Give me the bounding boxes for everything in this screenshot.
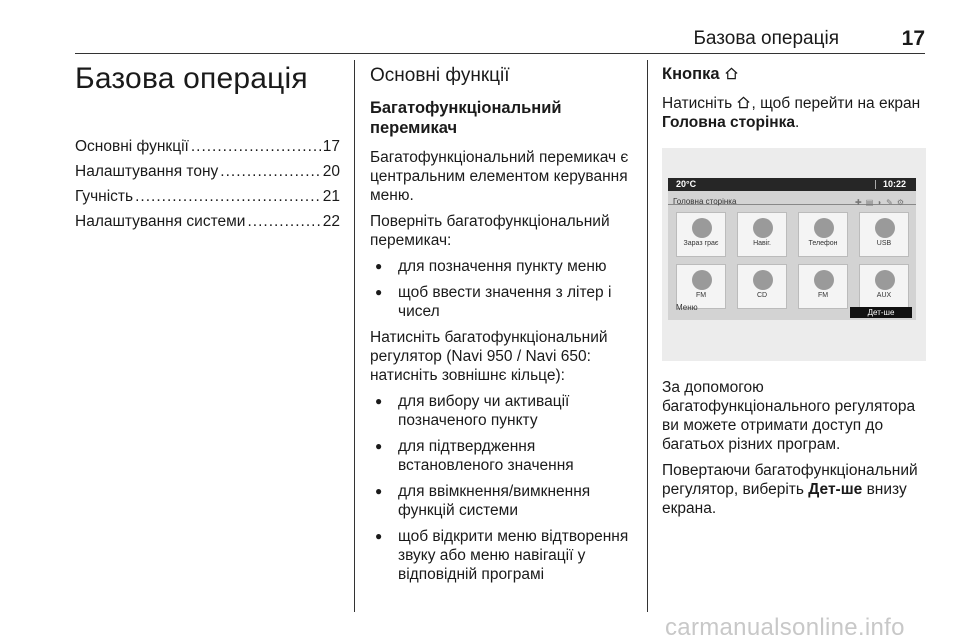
paragraph: За допомогою багатофункціонального регулятора ви можете отримати доступ до багатьох різних програм. [662, 379, 916, 453]
text-run: Повертаючи багатофункціональний регулятор, виберіть [662, 462, 918, 498]
toc-page: 21 [322, 188, 340, 205]
toc-page: 20 [322, 163, 340, 180]
column-basic-functions [370, 64, 640, 591]
bullet-list [370, 257, 640, 321]
toc-label: Гучність [75, 188, 134, 205]
menu-label[interactable]: Меню [676, 303, 698, 312]
running-title: Базова операція [693, 28, 839, 49]
paragraph: Багатофункціональний перемикач є центральним елементом керування меню. [370, 149, 629, 204]
tile-label: FM [695, 292, 707, 299]
temperature: 20°C [676, 179, 697, 189]
paragraph [662, 461, 927, 518]
paragraph: Поверніть багатофункціональний перемикач: [370, 213, 610, 249]
tile-label: Навіг. [753, 240, 771, 247]
tile-label: Зараз грає [683, 240, 719, 247]
toc-page: 17 [322, 138, 340, 155]
status-bar [668, 178, 916, 191]
watermark: carmanualsonline.info [665, 614, 905, 641]
section-title: Основні функції [370, 65, 510, 86]
toc-leader [135, 188, 321, 206]
page-number: 17 [901, 27, 925, 50]
table-of-contents [75, 138, 340, 238]
text-run: , щоб перейти на екран [751, 95, 921, 112]
tile-navigation[interactable] [737, 212, 787, 257]
page-header [75, 28, 925, 52]
status-divider [875, 180, 876, 189]
paragraph: Натисніть багатофункціональний регулятор (Navi 950 / Navi 650: натисніть зовнішнє кільце): [370, 329, 608, 384]
home-icon [736, 95, 751, 110]
home-icon [724, 66, 739, 81]
column-divider-2 [647, 60, 648, 612]
tile-label: AUX [876, 292, 892, 299]
bold-term: Дет-ше [808, 481, 863, 498]
screen-title: Головна сторінка [673, 197, 737, 206]
list-item: ● щоб відкрити меню відтворення звуку або меню навігації у відповідній програмі [370, 527, 640, 584]
home-screen-image [662, 148, 926, 361]
paragraph [662, 94, 927, 132]
toc-entry[interactable] [75, 138, 340, 163]
header-divider [75, 53, 925, 54]
tile-label: CD [756, 292, 768, 299]
toc-page: 22 [322, 213, 340, 230]
status-icons: ✚▤◗✎⚙ [855, 198, 908, 207]
toc-entry[interactable] [75, 188, 340, 213]
list-item: ● щоб ввести значення з літер і чисел [370, 283, 640, 321]
tile-cd[interactable] [737, 264, 787, 309]
toc-label: Налаштування тону [75, 163, 219, 180]
toc-leader [220, 163, 320, 181]
button-heading: Кнопка [662, 65, 720, 83]
column-divider-1 [354, 60, 355, 612]
text-run: внизу екрана. [662, 481, 907, 517]
tile-label: FM [817, 292, 829, 299]
bold-term: Головна сторінка [662, 114, 796, 131]
screen-title-bar [668, 191, 916, 205]
tile-am-fm[interactable] [798, 264, 848, 309]
text-run: . [795, 114, 800, 131]
list-item: ● для вибору чи активації позначеного пункту [370, 392, 640, 430]
toc-entry[interactable] [75, 163, 340, 188]
subsection-title [662, 64, 927, 84]
subsection-title: Багатофункціональний перемикач [370, 99, 562, 137]
column-home-button [662, 64, 927, 525]
list-item: ● для ввімкнення/вимкнення функцій системи [370, 482, 640, 520]
display-frame [668, 178, 916, 320]
bullet-list [370, 392, 640, 584]
clock: 10:22 [882, 179, 906, 189]
toc-entry[interactable] [75, 213, 340, 238]
list-item: ● для підтвердження встановленого значення [370, 437, 640, 475]
column-contents [75, 62, 340, 238]
text-run: Натисніть [662, 95, 733, 112]
toc-label: Налаштування системи [75, 213, 246, 230]
tile-aux[interactable] [859, 264, 909, 309]
tile-label: Телефон [808, 240, 838, 247]
toc-leader [247, 213, 320, 231]
chapter-title: Базова операція [75, 62, 308, 95]
toc-label: Основні функції [75, 138, 189, 155]
more-button[interactable]: Дет-ше [850, 307, 912, 318]
tile-usb[interactable] [859, 212, 909, 257]
toc-leader [191, 138, 321, 156]
tile-now-playing[interactable] [676, 212, 726, 257]
tile-phone[interactable] [798, 212, 848, 257]
tile-label: USB [876, 240, 892, 247]
list-item: ● для позначення пункту меню [370, 257, 640, 276]
